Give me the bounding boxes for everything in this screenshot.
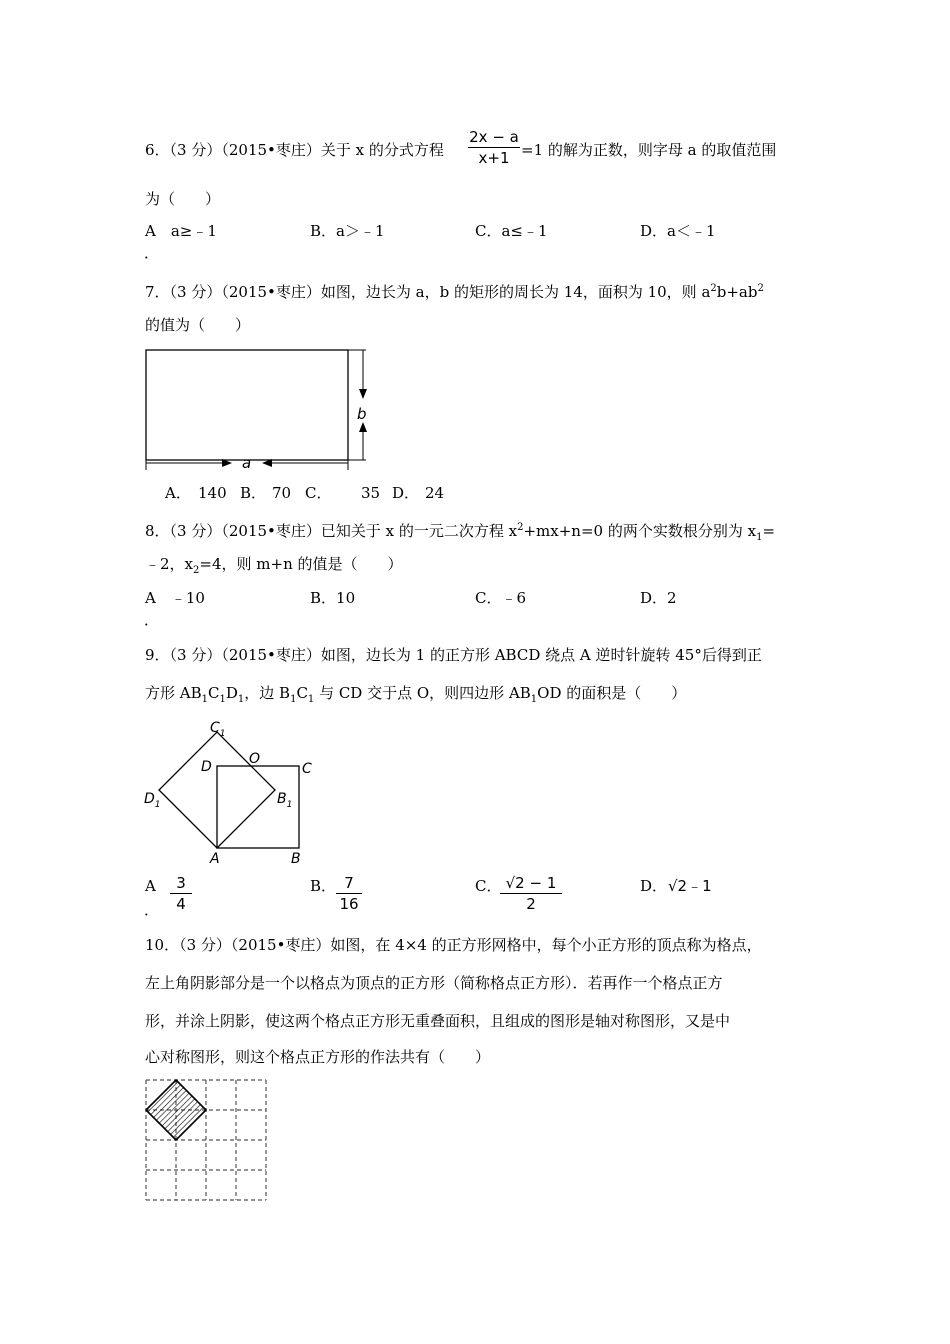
q6-option-a: A a≥﹣1 bbox=[145, 222, 217, 240]
q7-option-a-letter: A． bbox=[165, 484, 191, 502]
label-o: O bbox=[249, 751, 261, 767]
q9-option-c-fraction bbox=[500, 874, 562, 913]
q9-l2-sub: 1 bbox=[201, 694, 208, 705]
q8-sub1: 1 bbox=[756, 532, 763, 543]
q10-line1: 10．（3 分）（2015•枣庄）如图，在 4×4 的正方形网格中，每个小正方形的顶点称为格点， bbox=[145, 936, 762, 954]
label-d1: $D_1$ bbox=[144, 791, 161, 810]
q9-dot: ． bbox=[144, 901, 160, 919]
q7-option-d-value: 24 bbox=[425, 484, 445, 502]
q9-l2-sub: 1 bbox=[307, 694, 315, 705]
q9-l2-text: C bbox=[208, 684, 220, 702]
q6-prefix: 6．（3 分）（2015•枣庄）关于 x 的分式方程 bbox=[145, 141, 444, 159]
q8-line2-a: ﹣2，x bbox=[145, 555, 194, 573]
q6-fraction bbox=[468, 128, 520, 167]
q6-frac-den: x+1 bbox=[478, 149, 510, 167]
q9-rotated-square-figure bbox=[140, 712, 330, 868]
q7-option-c-letter: C． bbox=[305, 484, 332, 502]
q8-text-b: +mx+n=0 的两个实数根分别为 x bbox=[523, 522, 757, 540]
label-c: C bbox=[302, 761, 312, 777]
shaded-square bbox=[146, 1080, 206, 1140]
q8-line2 bbox=[145, 555, 403, 580]
label-a: a bbox=[242, 454, 252, 472]
q8-line2-b: =4，则 m+n 的值是（ ） bbox=[199, 555, 403, 573]
q9-option-a-den: 4 bbox=[176, 895, 186, 913]
label-b: B bbox=[291, 851, 301, 867]
q7-line2: 的值为（ ） bbox=[145, 316, 251, 334]
q7-option-a-value: 140 bbox=[198, 484, 227, 502]
q9-option-d-letter: D． bbox=[640, 877, 668, 895]
q9-line2 bbox=[145, 684, 686, 709]
q9-l2-sub: 1 bbox=[530, 694, 538, 705]
q9-option-c-letter: C． bbox=[475, 877, 502, 895]
q7-sup1: 2 bbox=[710, 283, 717, 294]
q8-line1 bbox=[145, 519, 775, 547]
q6-suffix: =1 的解为正数，则字母 a 的取值范围 bbox=[521, 141, 777, 159]
label-b1: $B_1$ bbox=[277, 791, 293, 810]
q9-l2-text: ，边 B bbox=[244, 684, 291, 702]
q9-option-a-num: 3 bbox=[176, 874, 186, 892]
label-c1: $C_1$ bbox=[210, 720, 226, 739]
label-a: A bbox=[210, 851, 220, 867]
q7-option-b-value: 70 bbox=[272, 484, 292, 502]
q9-line1: 9．（3 分）（2015•枣庄）如图，边长为 1 的正方形 ABCD 绕点 A 逆时针旋转 45°后得到正 bbox=[145, 646, 762, 664]
q10-grid-figure bbox=[140, 1074, 272, 1206]
q7-text-b: b+ab bbox=[716, 283, 758, 301]
q8-text-c: = bbox=[762, 522, 776, 540]
q9-option-a-letter: A bbox=[145, 877, 156, 895]
q8-sub2: 2 bbox=[193, 565, 200, 576]
q7-option-c-value: 35 bbox=[361, 484, 381, 502]
q9-l2-text: D bbox=[225, 684, 238, 702]
q8-text-a: 8．（3 分）（2015•枣庄）已知关于 x 的一元二次方程 x bbox=[145, 522, 518, 540]
q6-frac-num: 2x − a bbox=[469, 128, 519, 146]
q9-l2-text: 方形 AB bbox=[145, 684, 202, 702]
q9-option-b-den: 16 bbox=[339, 895, 359, 913]
q9-option-b-fraction bbox=[336, 874, 362, 913]
q9-l2-sub: 1 bbox=[237, 694, 245, 705]
q10-line3: 形，并涂上阴影，使这两个格点正方形无重叠面积，且组成的图形是轴对称图形，又是中 bbox=[145, 1012, 731, 1030]
q9-option-b-num: 7 bbox=[344, 874, 354, 892]
q9-option-d-value: √2﹣1 bbox=[668, 877, 712, 895]
q9-l2-text: C bbox=[296, 684, 308, 702]
q9-l2-sub: 1 bbox=[290, 694, 297, 705]
q9-option-a-fraction bbox=[170, 874, 192, 913]
q8-option-a: A ﹣10 bbox=[145, 589, 205, 607]
q6-dot: ． bbox=[144, 244, 160, 262]
q9-l2-sub: 1 bbox=[219, 694, 226, 705]
q7-text-a: 7．（3 分）（2015•枣庄）如图，边长为 a，b 的矩形的周长为 14，面积为 10，则 a bbox=[145, 283, 711, 301]
q6-option-c: C．a≤﹣1 bbox=[475, 222, 548, 240]
q9-option-c-num: √2 − 1 bbox=[505, 874, 557, 892]
q6-line2: 为（ ） bbox=[145, 190, 221, 208]
q8-option-c: C．﹣6 bbox=[475, 589, 527, 607]
q10-line4: 心对称图形，则这个格点正方形的作法共有（ ） bbox=[145, 1048, 491, 1066]
q9-option-c-den: 2 bbox=[526, 895, 536, 913]
q8-option-d: D．2 bbox=[640, 589, 677, 607]
q8-dot: ． bbox=[144, 611, 160, 629]
q9-option-b-letter: B． bbox=[310, 877, 337, 895]
label-d: D bbox=[201, 759, 212, 775]
q7-option-d-letter: D． bbox=[392, 484, 420, 502]
label-b: b bbox=[357, 405, 367, 423]
q10-line2: 左上角阴影部分是一个以格点为顶点的正方形（简称格点正方形）．若再作一个格点正方 bbox=[145, 974, 723, 992]
q7-option-b-letter: B． bbox=[240, 484, 267, 502]
q7-line1 bbox=[145, 280, 764, 301]
q7-sup2: 2 bbox=[757, 283, 764, 294]
q9-l2-text: 与 CD 交于点 O，则四边形 AB bbox=[314, 684, 531, 702]
q8-option-b: B．10 bbox=[310, 589, 356, 607]
q8-sup: 2 bbox=[517, 522, 524, 533]
q6-option-d: D．a＜﹣1 bbox=[640, 222, 716, 240]
q6-option-b: B．a＞﹣1 bbox=[310, 222, 385, 240]
rectangle bbox=[146, 350, 348, 460]
q9-l2-text: OD 的面积是（ ） bbox=[537, 684, 687, 702]
q7-rectangle-figure bbox=[140, 344, 380, 474]
